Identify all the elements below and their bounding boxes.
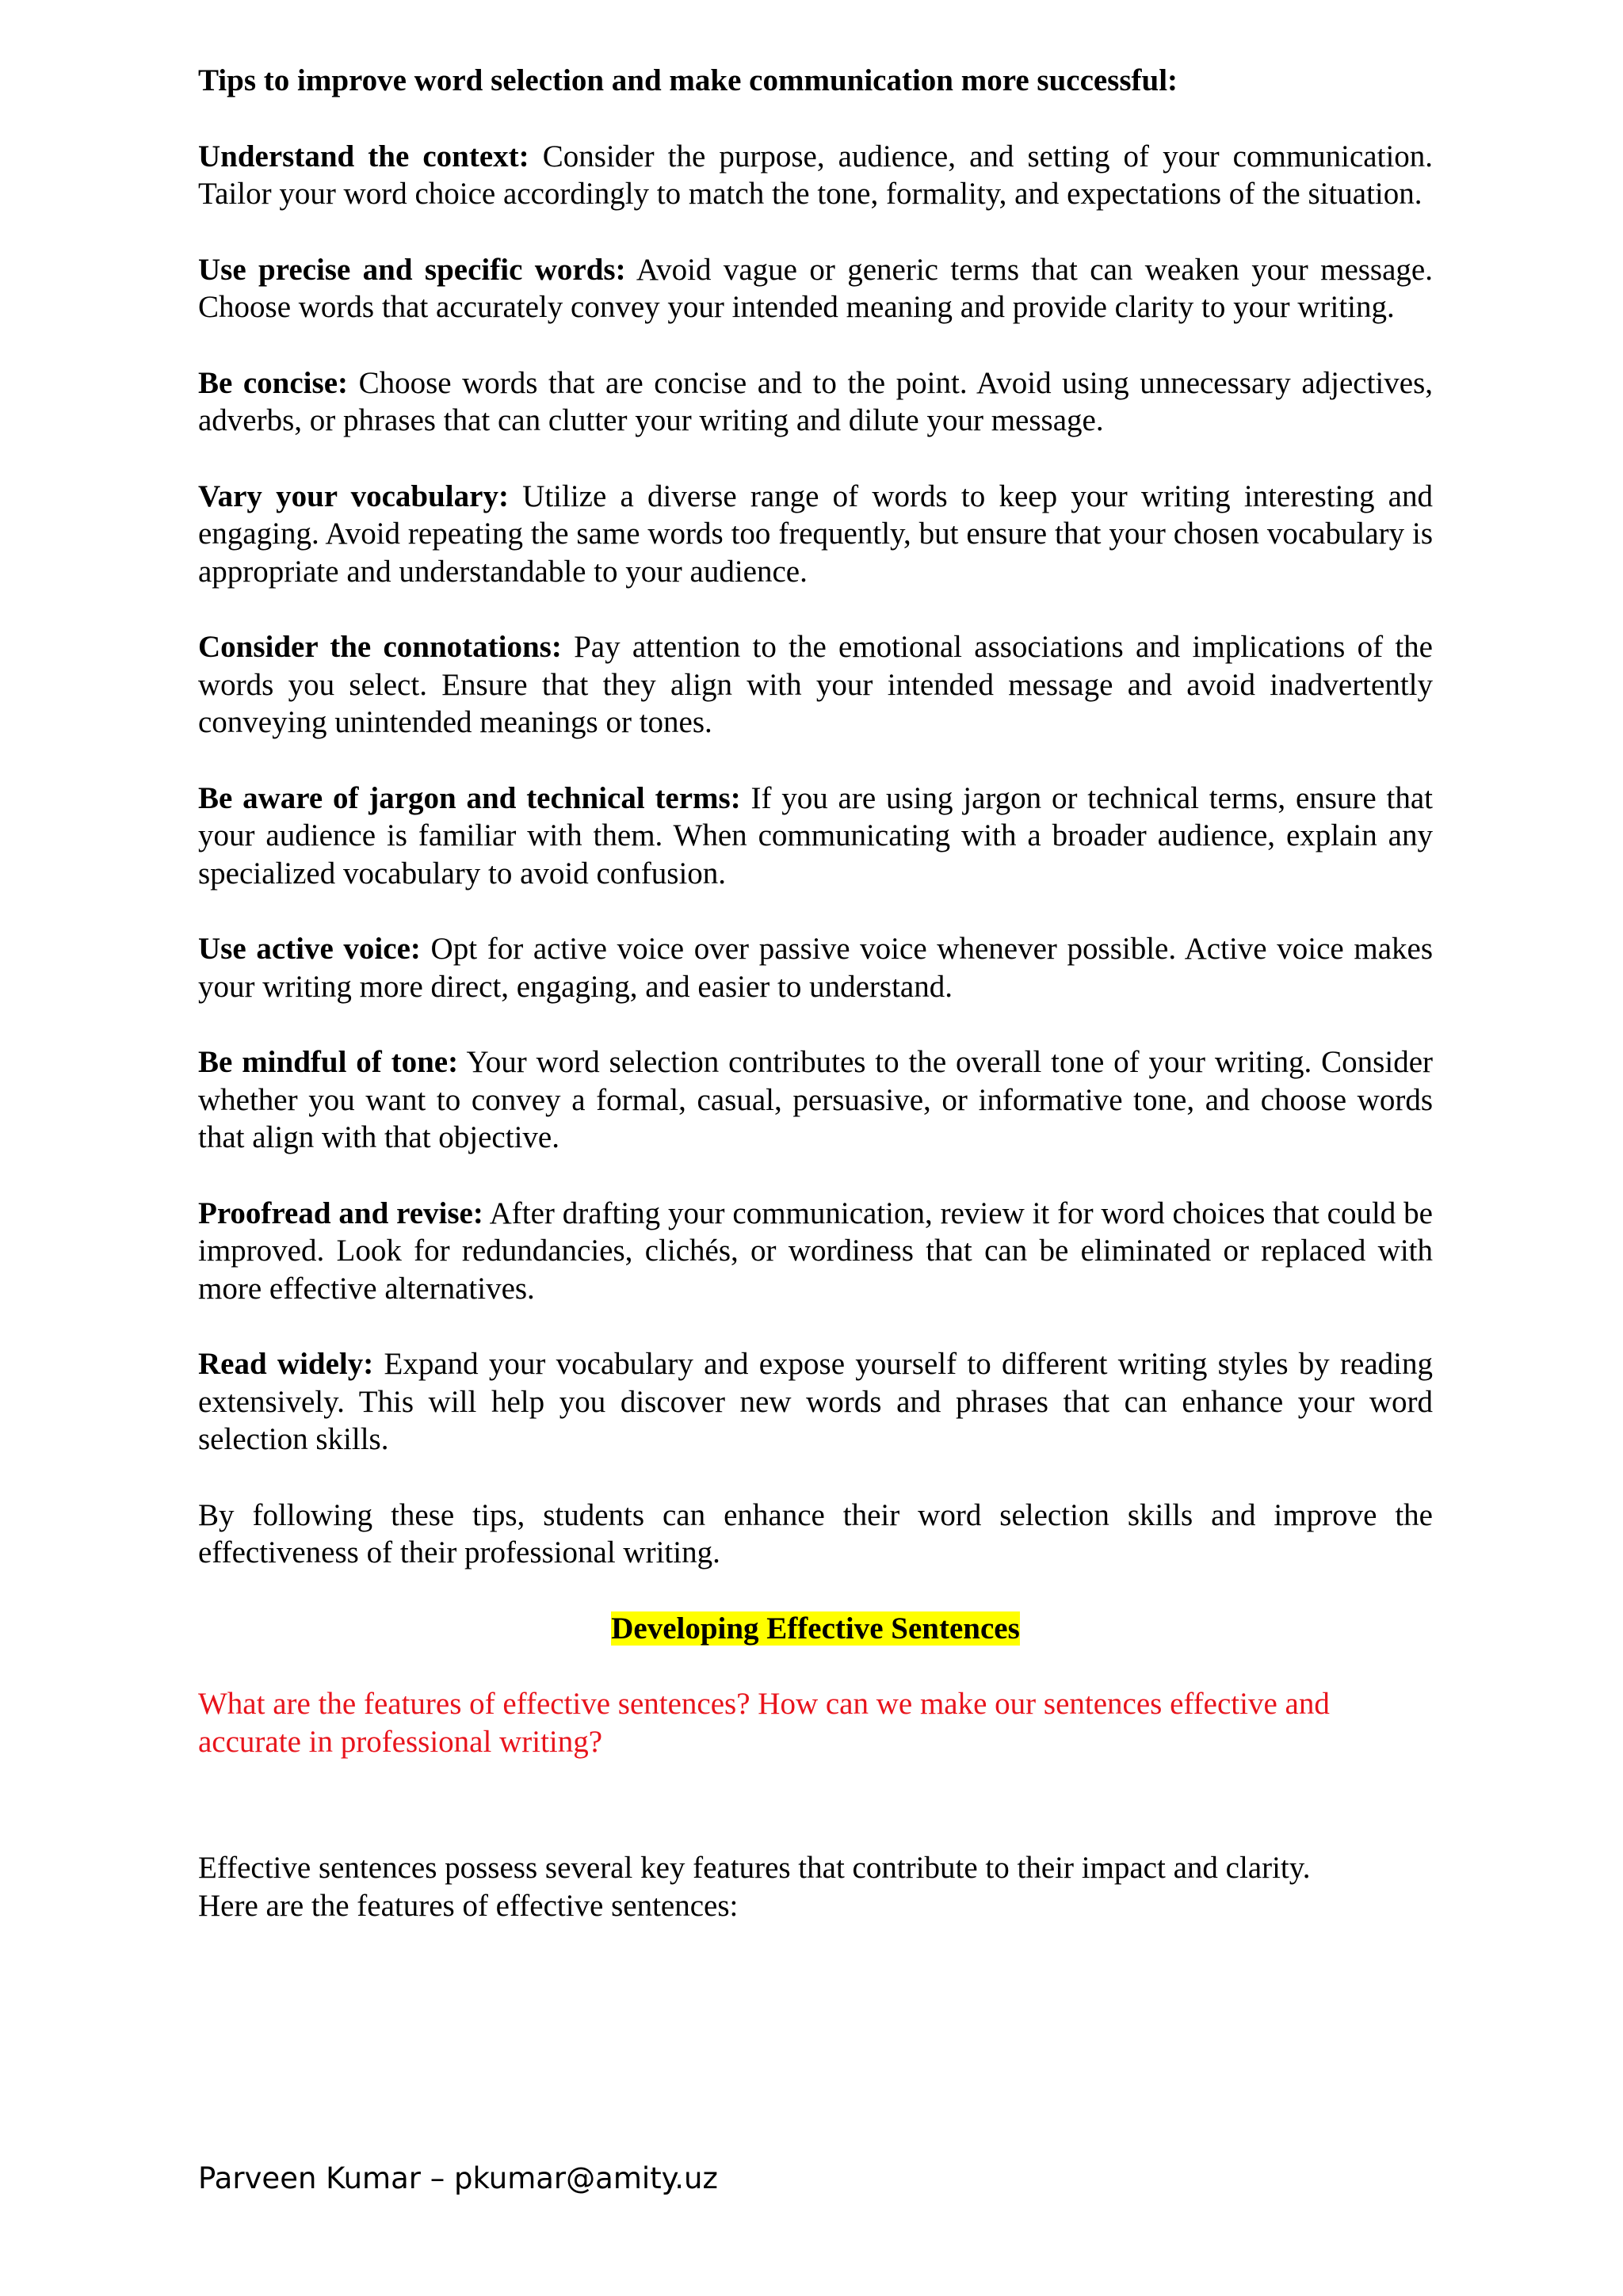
tip-body: Avoid vague or generic terms that can weaken your message. Choose words that accurately convey your intended meaning and provide clarity to your writing. (198, 252, 1433, 324)
tip-body: Expand your vocabulary and expose yourself to different writing styles by reading extensively. This will help you discover new words and phrases that can enhance your word selection skills. (198, 1347, 1433, 1456)
tip-lead: Use active voice: (198, 932, 421, 966)
tip-paragraph-jargon (198, 780, 1433, 893)
tip-lead: Be mindful of tone: (198, 1045, 459, 1079)
intro-paragraph (198, 1849, 1433, 1924)
conclusion-paragraph: By following these tips, students can enhance their word selection skills and improve the effectiveness of their professional writing. (198, 1497, 1433, 1569)
tip-paragraph-concise (198, 364, 1433, 440)
tip-body: If you are using jargon or technical terms, ensure that your audience is familiar with them. When communicating with a broader audience, explain any specialized vocabulary to avoid confusion. (198, 780, 1433, 891)
section-title: Developing Effective Sentences (611, 1611, 1020, 1646)
tip-paragraph-proofread (198, 1195, 1433, 1308)
tip-paragraph-active-voice (198, 930, 1433, 1005)
tip-paragraph-connotations (198, 628, 1433, 742)
tip-body: After drafting your communication, review it for word choices that could be improved. Look for redundancies, clichés, or wordiness that can be eliminated or replaced with more effective alternatives. (198, 1196, 1433, 1306)
tip-body: Consider the purpose, audience, and setting of your communication. Tailor your word choice accordingly to match the tone, formality, and expectations of the situation. (198, 139, 1434, 211)
tip-lead: Be concise: (198, 365, 348, 400)
tip-lead: Proofread and revise: (198, 1196, 483, 1230)
section-title-container (198, 1610, 1433, 1648)
tip-lead: Understand the context: (198, 139, 529, 174)
tip-lead: Be aware of jargon and technical terms: (198, 780, 741, 815)
tip-paragraph-context (198, 138, 1433, 213)
tip-body: Opt for active voice over passive voice whenever possible. Active voice makes your writing more direct, engaging, and easier to understand. (198, 932, 1434, 1004)
intro-line: Effective sentences possess several key features that contribute to their impact and clarity. (198, 1851, 1311, 1885)
tip-paragraph-vocabulary (198, 478, 1433, 591)
tip-body: Pay attention to the emotional associations and implications of the words you select. Ensure that they align with your intended message and avoid inadvertently conveying unintended meanings or tones. (198, 630, 1433, 739)
tip-body: Choose words that are concise and to the point. Avoid using unnecessary adjectives, adverbs, or phrases that can clutter your writing and dilute your message. (198, 365, 1433, 437)
tip-paragraph-precise-words (198, 251, 1433, 326)
tip-lead: Read widely: (198, 1347, 374, 1381)
tip-paragraph-read-widely (198, 1345, 1433, 1459)
tip-lead: Vary your vocabulary: (198, 479, 509, 513)
document-body (198, 62, 1433, 1924)
tip-paragraph-tone (198, 1043, 1433, 1157)
tip-body: Utilize a diverse range of words to keep your writing interesting and engaging. Avoid repeating the same words too frequently, but ensure that your chosen vocabulary is appropriate and understandable to your audience. (198, 479, 1433, 589)
question-text: What are the features of effective sentences? How can we make our sentences effective and accurate in professional writing? (198, 1687, 1330, 1759)
tip-body: Your word selection contributes to the overall tone of your writing. Consider whether you want to convey a formal, casual, persuasive, or informative tone, and choose words that align with that objective. (198, 1045, 1433, 1154)
tip-lead: Consider the connotations: (198, 630, 562, 664)
intro-line: Here are the features of effective sentences: (198, 1888, 739, 1923)
tips-heading: Tips to improve word selection and make communication more successful: (198, 63, 1178, 97)
tip-lead: Use precise and specific words: (198, 252, 626, 287)
page-footer: Parveen Kumar – pkumar@amity.uz (198, 2161, 718, 2195)
